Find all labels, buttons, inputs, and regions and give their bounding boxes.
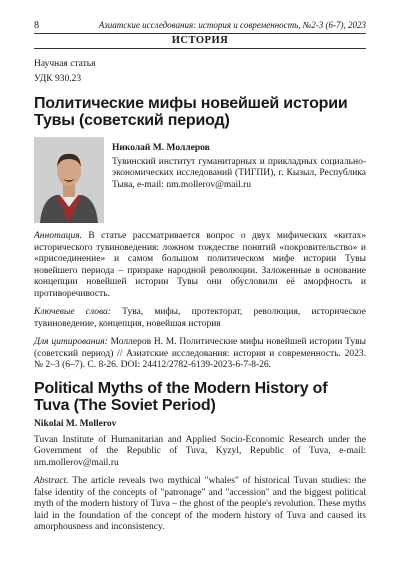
abstract-text-ru: В статье рассматривается вопрос о двух мифических «китах» исторического тувиноведения: ложном тождестве понятий «покровительство» и «присоединение» и самом большом политическом мифе истории Тувы новейшего периода – призраке народной революции. Заложенные в основание концепции новейшей истории Тувы они обусловили её аморфность и противоречивость. — [34, 231, 366, 299]
article-title-en: Political Myths of the Modern History of Tuva (The Soviet Period) — [34, 379, 328, 414]
citation-label-ru: Для цитирования: — [34, 337, 108, 347]
citation-ru — [34, 337, 366, 372]
article-type: Научная статья — [34, 59, 96, 69]
journal-title: Азиатские исследования: история и современность, №2-3 (6-7), 2023 — [98, 20, 366, 30]
author-affiliation-en: Tuvan Institute of Humanitarian and Applied Socio-Economic Research under the Government of the Republic of Tuva, Kyzyl, Republic of Tuva, e-mail: nm.mollerov@mail.ru — [34, 434, 366, 468]
author-photo — [34, 137, 104, 223]
abstract-text-en: The article reveals two mythical "whales" of historical Tuvan studies: the false identity of the concepts of "patronage" and "accession" and the biggest political myth of the modern history of Tuva – the ghost of the people's revolution. These myths laid in the foundation of the concept of the modern history of Tuva and caused its amorphousness and inconsistency. — [34, 476, 366, 532]
article-title-ru: Политические мифы новейшей истории Тувы (советский период) — [34, 95, 348, 129]
abstract-label-en: Abstract. — [34, 476, 69, 486]
udk-code: УДК 930.23 — [34, 73, 82, 84]
running-head — [34, 20, 366, 34]
keywords-ru — [34, 307, 366, 330]
abstract-en — [34, 476, 366, 534]
author-block — [34, 137, 366, 223]
abstract-ru — [34, 231, 366, 300]
page-number: 8 — [34, 20, 39, 31]
section-heading: ИСТОРИЯ — [34, 34, 366, 49]
author-name-en: Nikolai M. Mollerov — [34, 418, 117, 429]
author-name-ru: Николай М. Моллеров — [112, 143, 210, 153]
abstract-label-ru: Аннотация. — [34, 231, 82, 241]
citation-text-ru: Моллеров Н. М. Политические мифы новейшей истории Тувы (советский период) // Азиатские исследования: история и современность. 2023. № 2–3 (6–7). С. 8-26. DOI: 24412/2782-6139-2023-6-7-8-26. — [34, 337, 366, 370]
keywords-label-ru: Ключевые слова: — [34, 307, 111, 317]
keywords-text-ru: Тува, мифы, протекторат, революция, историческое тувиноведение, концепция, новейшая история — [34, 307, 366, 329]
author-affiliation-ru: Тувинский институт гуманитарных и прикладных социально-экономических исследований (ТИГПИ), г. Кызыл, Республика Тыва, e-mail: nm.mollerov@mail.ru — [112, 156, 366, 190]
